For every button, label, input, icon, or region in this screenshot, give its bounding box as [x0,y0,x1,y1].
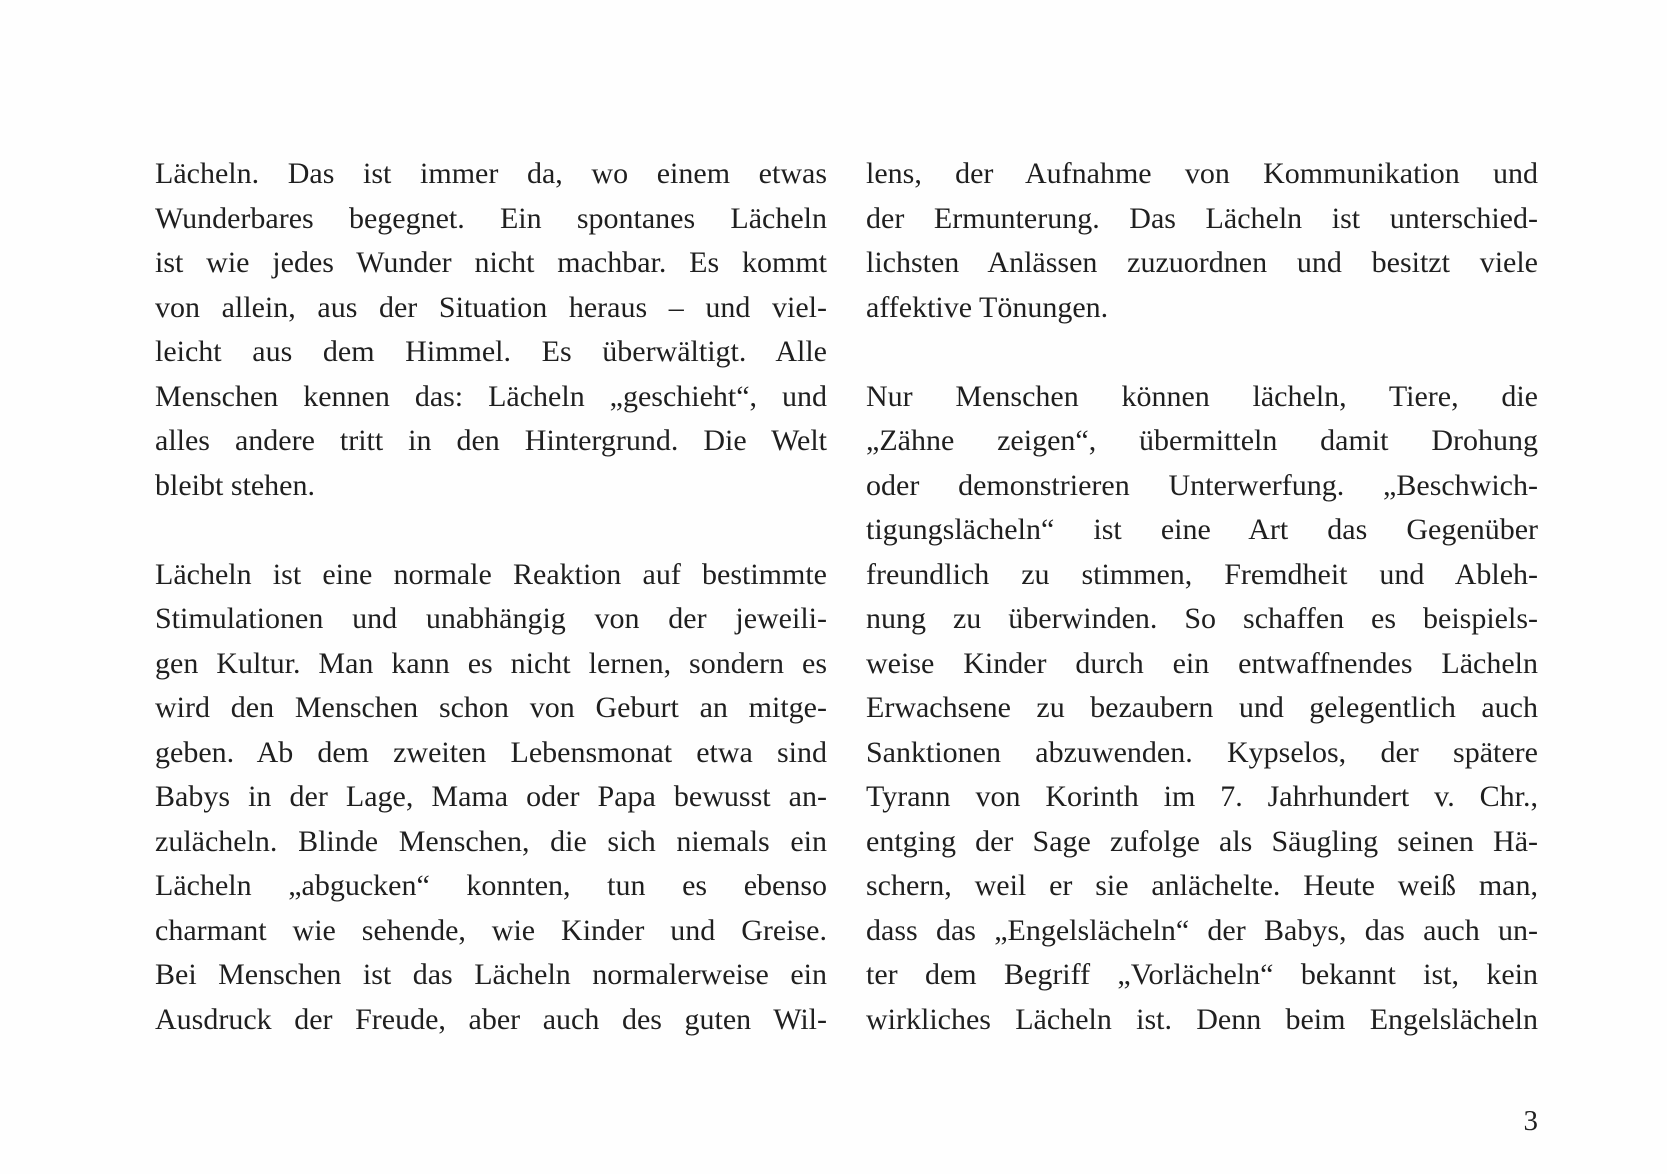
text-line: charmant wie sehende, wie Kinder und Greise. [155,913,827,947]
right-column [866,152,1538,1087]
text-line: alles andere tritt in den Hintergrund. Die Welt [155,424,827,457]
text-line: ter dem Begriff „Vorlächeln“ bekannt ist, kein [866,958,1538,991]
paragraph [155,553,827,1043]
page-number: 3 [1523,1105,1538,1137]
text-line: lens, der Aufnahme von Kommunikation und [866,157,1538,190]
text-line: Erwachsene zu bezaubern und gelegentlich auch [866,691,1538,724]
text-line: ist wie jedes Wunder nicht machbar. Es kommt [155,246,827,279]
left-column [155,152,827,1087]
text-line: nung zu überwinden. So schaffen es beispiels- [866,602,1538,635]
text-line: wird den Menschen schon von Geburt an mitge- [155,691,827,724]
text-line: dass das „Engelslächeln“ der Babys, das auch un- [866,913,1538,947]
paragraph [866,375,1538,1043]
text-line: von allein, aus der Situation heraus – und viel- [155,290,827,324]
text-line: Nur Menschen können lächeln, Tiere, die [866,379,1538,413]
text-line: wirkliches Lächeln ist. Denn beim Engelslächeln [866,1002,1538,1036]
text-line: Sanktionen abzuwenden. Kypselos, der spätere [866,735,1538,769]
text-line: Ausdruck der Freude, aber auch des guten Wil- [155,1002,827,1036]
text-line: der Ermunterung. Das Lächeln ist unterschied- [866,201,1538,235]
text-line: Tyrann von Korinth im 7. Jahrhundert v. Chr., [866,780,1538,813]
text-line: Lächeln. Das ist immer da, wo einem etwas [155,157,827,190]
text-line: Menschen kennen das: Lächeln „geschieht“, und [155,379,827,413]
paragraph [866,152,1538,330]
text-line: Wunderbares begegnet. Ein spontanes Lächeln [155,201,827,235]
text-line: schern, weil er sie anlächelte. Heute weiß man, [866,869,1538,902]
text-line: leicht aus dem Himmel. Es überwältigt. Alle [155,335,827,368]
text-line: weise Kinder durch ein entwaffnendes Lächeln [866,646,1538,680]
text-line: Lächeln ist eine normale Reaktion auf bestimmte [155,557,827,591]
text-line: freundlich zu stimmen, Fremdheit und Ableh- [866,557,1538,591]
text-line: Babys in der Lage, Mama oder Papa bewusst an- [155,780,827,813]
text-line: Lächeln „abgucken“ konnten, tun es ebenso [155,869,827,902]
text-line: Stimulationen und unabhängig von der jeweili- [155,602,827,635]
text-line: entging der Sage zufolge als Säugling seinen Hä- [866,824,1538,858]
paragraph [155,152,827,508]
text-line: affektive Tönungen. [866,290,1109,324]
text-line: lichsten Anlässen zuzuordnen und besitzt viele [866,246,1538,279]
text-line: „Zähne zeigen“, übermitteln damit Drohung [866,424,1538,457]
text-line: oder demonstrieren Unterwerfung. „Beschwich- [866,468,1538,502]
text-line: zulächeln. Blinde Menschen, die sich niemals ein [155,824,827,858]
text-line: bleibt stehen. [155,468,315,502]
text-line: gen Kultur. Man kann es nicht lernen, sondern es [155,646,827,680]
text-line: tigungslächeln“ ist eine Art das Gegenüber [866,513,1538,546]
text-line: geben. Ab dem zweiten Lebensmonat etwa sind [155,735,827,769]
text-line: Bei Menschen ist das Lächeln normalerweise ein [155,958,827,991]
